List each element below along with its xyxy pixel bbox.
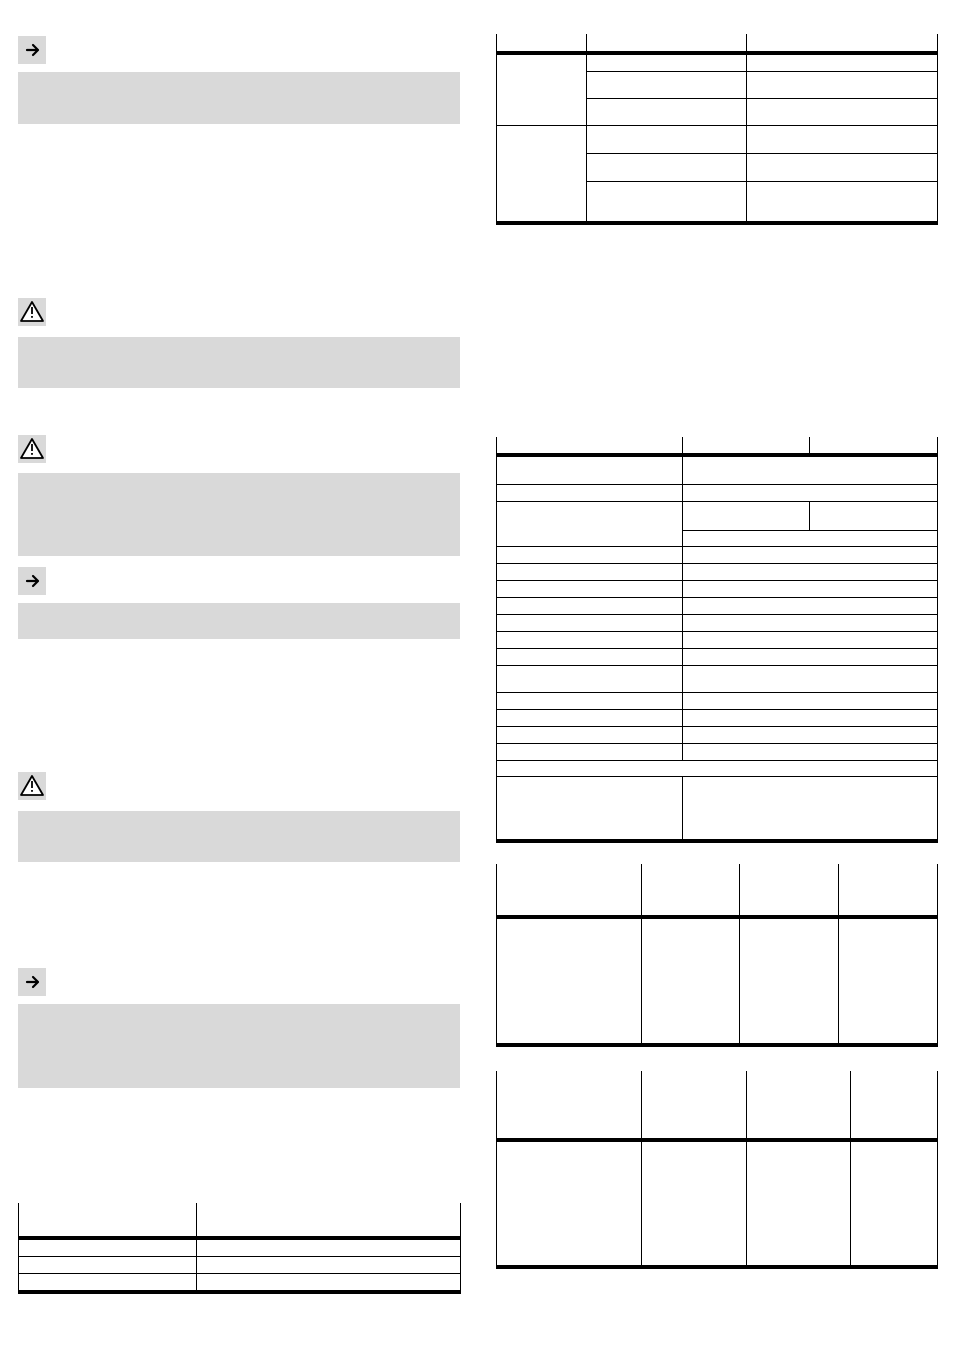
warning-triangle-icon [18, 298, 46, 326]
table-row [19, 1257, 461, 1274]
table-header-row [497, 864, 938, 917]
note-box-2 [18, 337, 460, 388]
table-row [497, 777, 938, 842]
table-row [497, 564, 938, 581]
warning-triangle-icon [18, 772, 46, 800]
table-row [497, 727, 938, 744]
arrow-right-icon [18, 567, 46, 595]
table-header-row [497, 437, 938, 455]
table-row [497, 581, 938, 598]
arrow-right-icon [18, 36, 46, 64]
table-row [497, 917, 938, 1045]
table-row [19, 1274, 461, 1293]
table-row [497, 632, 938, 649]
note-icon-box-4 [18, 567, 46, 595]
note-icon-box-2 [18, 298, 46, 326]
table-row [497, 53, 938, 72]
note-icon-box-3 [18, 435, 46, 463]
note-icon-box-6 [18, 968, 46, 996]
table-row [497, 693, 938, 710]
table-bottom-left [18, 1203, 461, 1294]
arrow-right-icon [18, 968, 46, 996]
table-row [497, 1140, 938, 1267]
table-header-row [497, 1071, 938, 1140]
table-row [497, 615, 938, 632]
table-row [19, 1238, 461, 1257]
table-four-col-b [496, 1071, 938, 1269]
table-top-right [496, 34, 938, 225]
table-spec [496, 437, 938, 843]
note-box-3 [18, 473, 460, 556]
note-box-6 [18, 1004, 460, 1088]
table-row [497, 598, 938, 615]
note-box-1 [18, 72, 460, 124]
table-four-col-a [496, 864, 938, 1047]
table-row [497, 455, 938, 485]
table-row [497, 502, 938, 531]
note-icon-box-5 [18, 772, 46, 800]
table-header-row [19, 1203, 461, 1238]
table-row [497, 761, 938, 777]
table-row [497, 744, 938, 761]
table-row [497, 126, 938, 154]
warning-triangle-icon [18, 435, 46, 463]
note-box-5 [18, 811, 460, 862]
table-row [497, 649, 938, 666]
table-row [497, 666, 938, 693]
note-box-4 [18, 603, 460, 639]
table-row [497, 485, 938, 502]
table-row [497, 710, 938, 727]
note-icon-box-1 [18, 36, 46, 64]
table-header-row [497, 34, 938, 53]
table-row [497, 547, 938, 564]
